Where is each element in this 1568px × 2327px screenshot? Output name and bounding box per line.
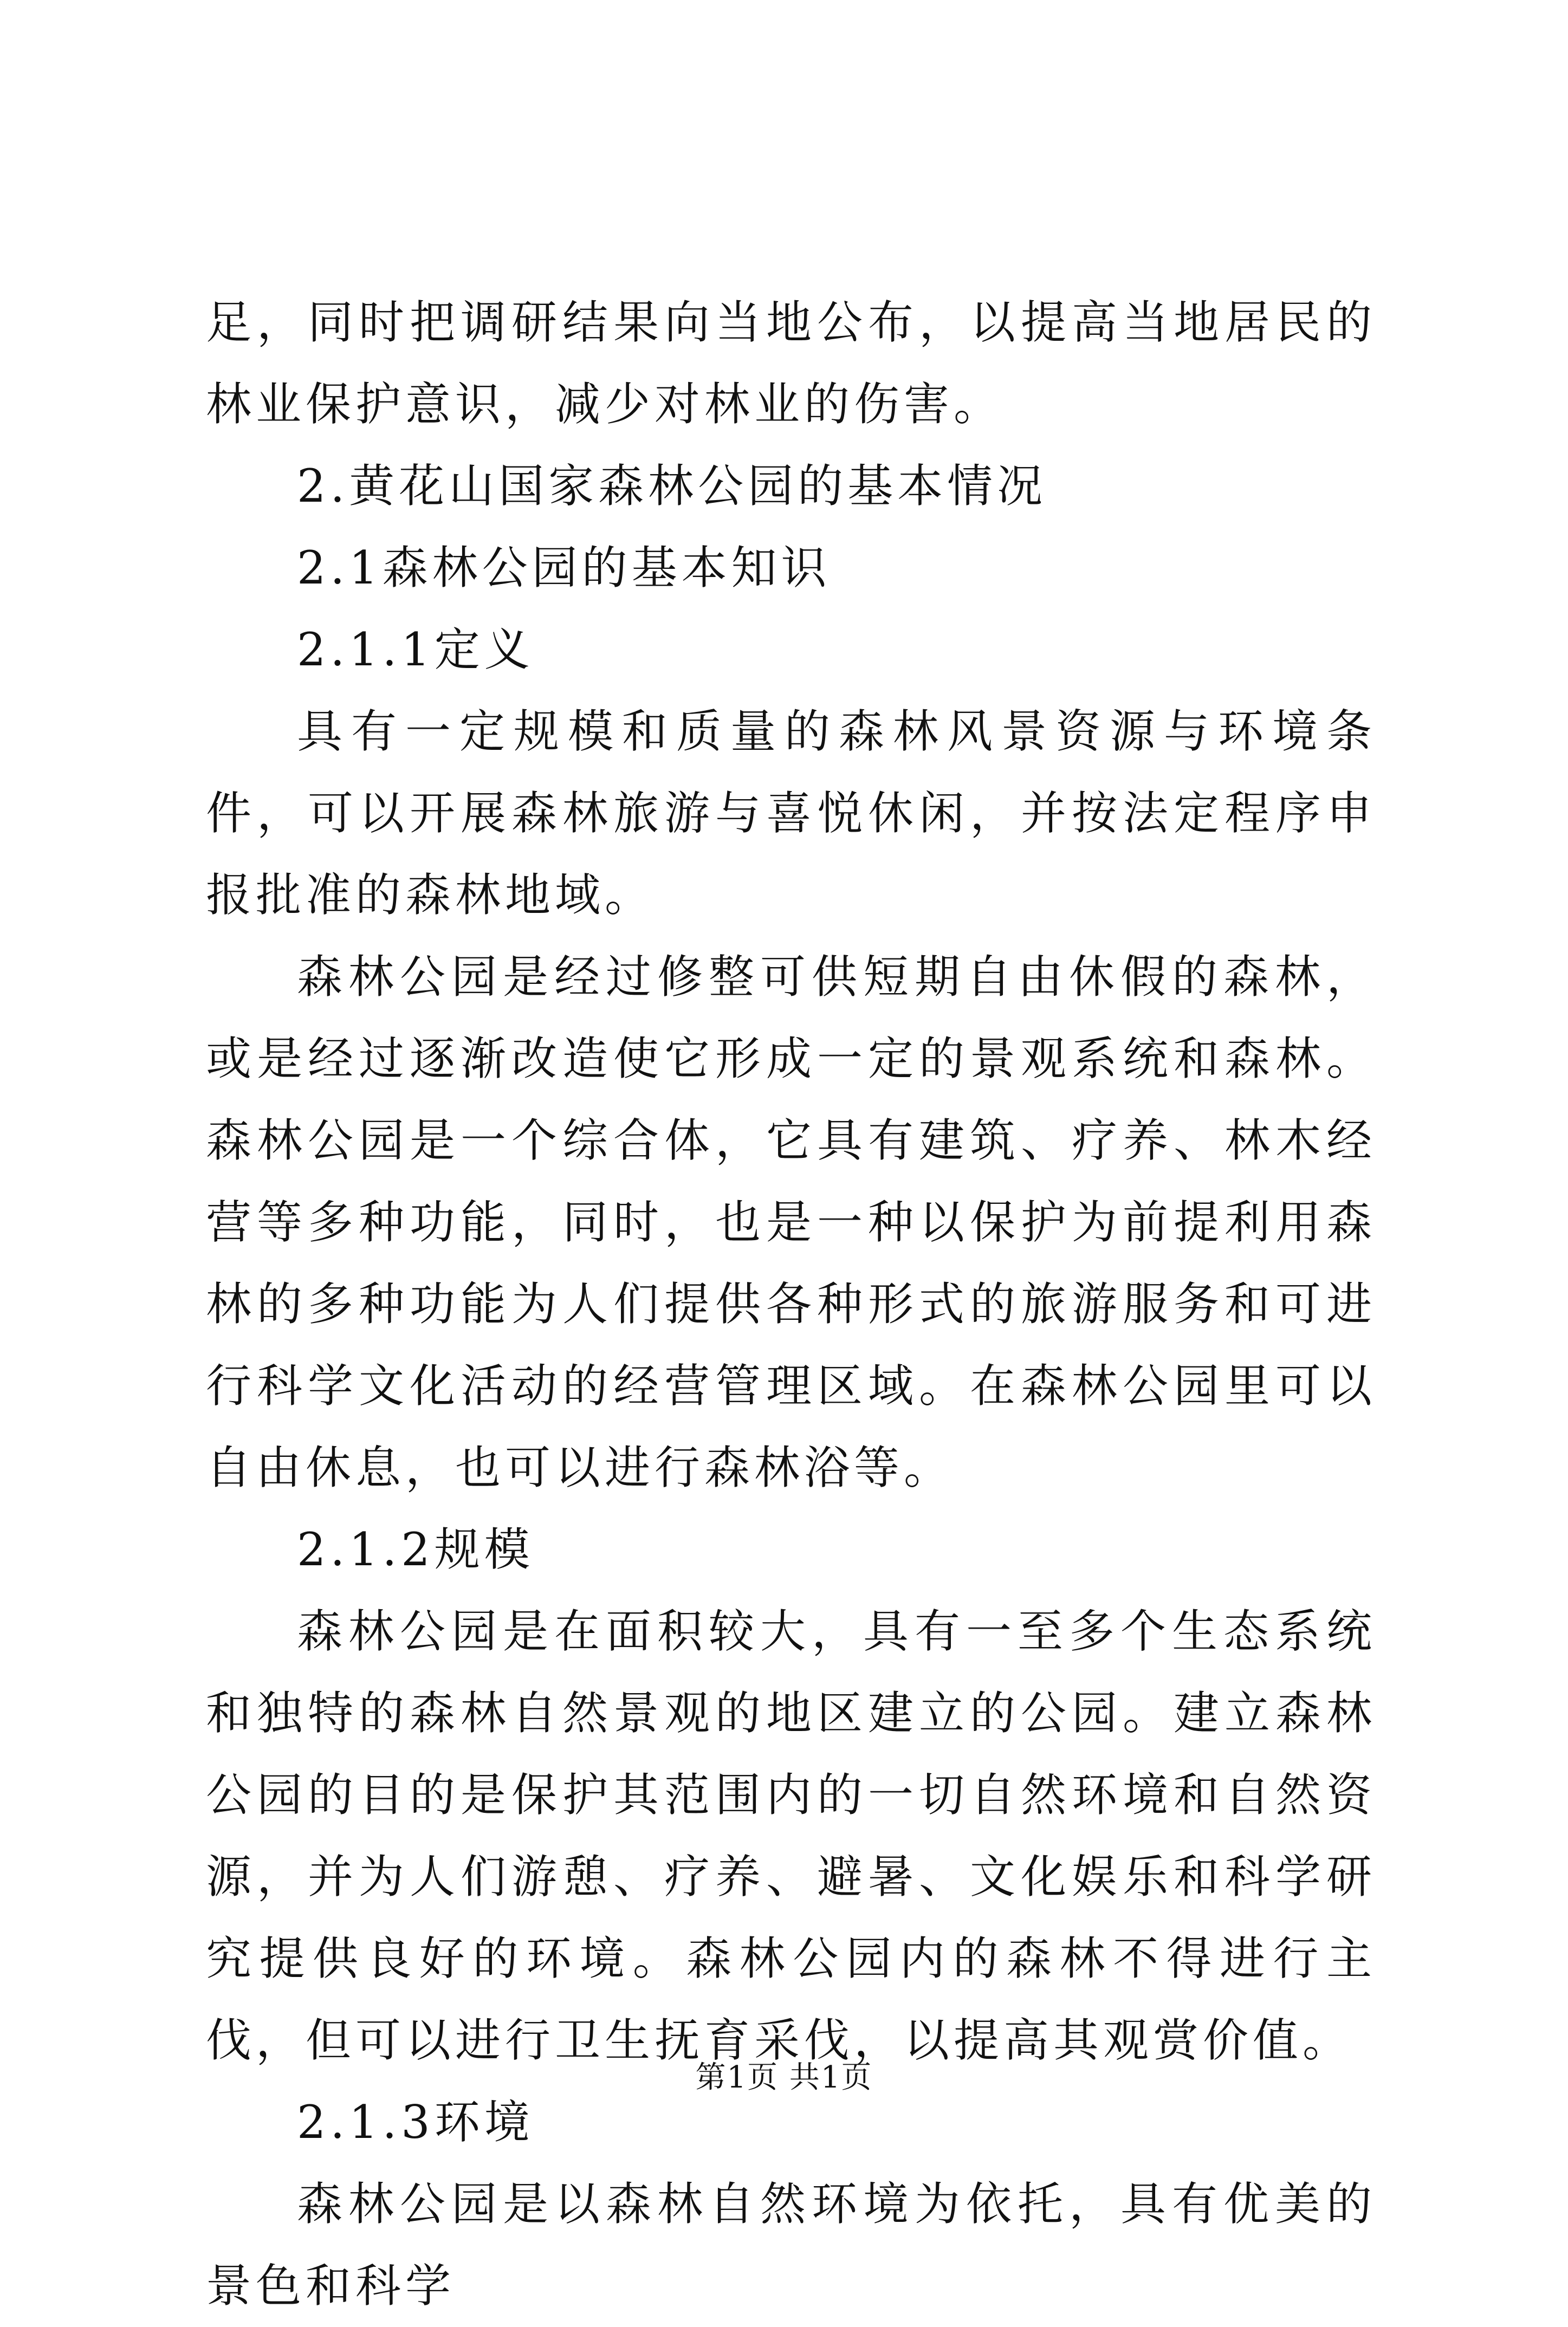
paragraph-scale: 森林公园是在面积较大，具有一至多个生态系统和独特的森林自然景观的地区建立的公园。建立森林公园的目的是保护其范围内的一切自然环境和自然资源，并为人们游憩、疗养、避暑、文化娱乐和科学研究提供良好的环境。森林公园内的森林不得进行主伐，但可以进行卫生抚育采伐，以提高其观赏价值。 bbox=[206, 1605, 1376, 2067]
paragraph-environment: 森林公园是以森林自然环境为依托，具有优美的景色和科学 bbox=[206, 2177, 1376, 2312]
section-heading-2: 2.黄花山国家森林公园的基本情况 bbox=[297, 459, 1047, 513]
page-footer: 第1页 共1页 bbox=[695, 2060, 873, 2095]
paragraph-forest-park-description: 森林公园是经过修整可供短期自由休假的森林，或是经过逐渐改造使它形成一定的景观系统和森林。森林公园是一个综合体，它具有建筑、疗养、林木经营等多种功能，同时，也是一种以保护为前提利用森林的多种功能为人们提供各种形式的旅游服务和可进行科学文化活动的经营管理区域。在森林公园里可以自由休息，也可以进行森林浴等。 bbox=[206, 950, 1376, 1494]
section-heading-2-1: 2.1森林公园的基本知识 bbox=[297, 541, 831, 594]
document-body bbox=[206, 282, 1376, 2327]
section-heading-2-1-2: 2.1.2规模 bbox=[297, 1523, 534, 1576]
section-heading-2-1-1: 2.1.1定义 bbox=[297, 623, 534, 676]
paragraph-definition: 具有一定规模和质量的森林风景资源与环境条件，可以开展森林旅游与喜悦休闲，并按法定程序申报批准的森林地域。 bbox=[206, 705, 1376, 922]
paragraph-continued: 足，同时把调研结果向当地公布，以提高当地居民的林业保护意识，减少对林业的伤害。 bbox=[206, 296, 1376, 431]
section-heading-2-1-3: 2.1.3环境 bbox=[297, 2096, 534, 2149]
